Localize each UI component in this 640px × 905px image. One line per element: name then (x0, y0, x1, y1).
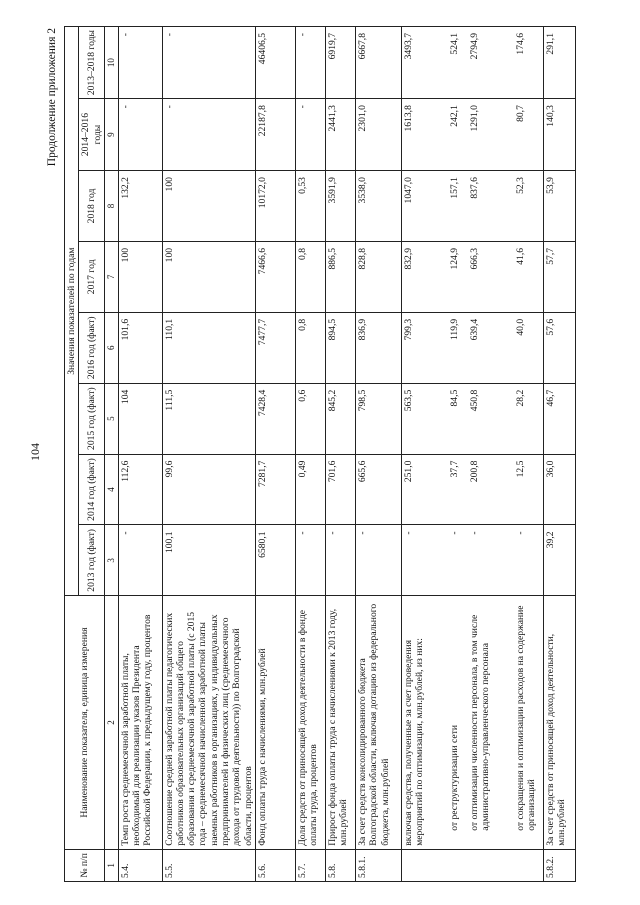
value-cell: 57,6 (544, 312, 576, 383)
value-cell: 104 (118, 383, 162, 454)
value-cell: 3538,0 (356, 171, 402, 242)
column-index-row (104, 27, 118, 882)
value-cell: 52,3 (514, 171, 544, 242)
header-year: 2018 год (79, 171, 105, 242)
value-cell: 1047,0 (402, 171, 448, 242)
value-cell: 832,9 (402, 241, 448, 312)
value-cell: 1291,0 (468, 99, 514, 171)
value-cell: - (514, 525, 544, 596)
value-cell: 132,2 (118, 171, 162, 242)
indicator-name: от сокращения и оптимизации расходов на содержание организаций (514, 596, 544, 849)
indicator-name: Доля средств от приносящей доход деятельности в фонде оплаты труда, процентов (296, 596, 326, 849)
column-index: 9 (104, 99, 118, 171)
header-year: 2015 год (факт) (79, 383, 105, 454)
value-cell: 0,8 (296, 241, 326, 312)
header-year: 2013–2018 годы (79, 27, 105, 99)
value-cell: 665,6 (356, 454, 402, 525)
indicator-name: включая средства, полученные за счет проведения мероприятий по оптимизации, млн.рублей, из них: (402, 596, 448, 849)
value-cell: 0,8 (296, 312, 326, 383)
value-cell: 6667,8 (356, 27, 402, 99)
value-cell: 666,3 (468, 241, 514, 312)
table-row (356, 27, 402, 882)
column-index: 8 (104, 171, 118, 242)
value-cell: 140,3 (544, 99, 576, 171)
value-cell: 41,6 (514, 241, 544, 312)
value-cell: 7281,7 (256, 454, 296, 525)
value-cell: 2794,9 (468, 27, 514, 99)
table-row (326, 27, 356, 882)
column-index: 5 (104, 383, 118, 454)
value-cell: 157,1 (448, 171, 468, 242)
header-row-1 (65, 27, 79, 882)
value-cell: 200,8 (468, 454, 514, 525)
table-row (448, 27, 468, 882)
value-cell: 242,1 (448, 99, 468, 171)
indicator-name: Соотношение средней заработной платы педагогических работников образовательных организаций общего образования и среднемесячной заработной платы (с 2015 года – среднемесячной начисленной заработной платы наемных работников в организациях, у индивидуальных предпринимателей и физических лиц (среднемесячного дохода от трудовой деятельности)) по Волгоградской области, процентов (162, 596, 256, 849)
indicator-name: Прирост фонда оплаты труда с начислениями к 2013 году, млн.рублей (326, 596, 356, 849)
value-cell: 111,5 (162, 383, 256, 454)
row-number: 5.8. (326, 849, 356, 881)
table-row (544, 27, 576, 882)
value-cell: 84,5 (448, 383, 468, 454)
column-index: 3 (104, 525, 118, 596)
header-year: 2017 год (79, 241, 105, 312)
value-cell: 291,1 (544, 27, 576, 99)
value-cell: - (356, 525, 402, 596)
value-cell: - (296, 99, 326, 171)
table-row (256, 27, 296, 882)
value-cell: 799,3 (402, 312, 448, 383)
indicator-name: от оптимизации численности персонала, в том числе административно-управленческого персонала (468, 596, 514, 849)
value-cell: - (326, 525, 356, 596)
row-number (402, 849, 448, 881)
value-cell: 101,6 (118, 312, 162, 383)
value-cell: 112,6 (118, 454, 162, 525)
value-cell: 110,1 (162, 312, 256, 383)
value-cell: 119,9 (448, 312, 468, 383)
value-cell: 2441,3 (326, 99, 356, 171)
value-cell: - (468, 525, 514, 596)
header-year: 2014 год (факт) (79, 454, 105, 525)
value-cell: 701,6 (326, 454, 356, 525)
value-cell: 7428,4 (256, 383, 296, 454)
value-cell: 894,5 (326, 312, 356, 383)
value-cell: - (296, 525, 326, 596)
row-number: 5.6. (256, 849, 296, 881)
header-group: Значения показателей по годам (65, 27, 79, 596)
table-body (118, 27, 576, 882)
row-number (448, 849, 468, 881)
value-cell: 7466,6 (256, 241, 296, 312)
indicator-name: от реструктуризации сети (448, 596, 468, 849)
column-index: 10 (104, 27, 118, 99)
indicator-name: Фонд оплаты труда с начислениями, млн.рублей (256, 596, 296, 849)
value-cell: 845,2 (326, 383, 356, 454)
rotated-content (20, 22, 620, 882)
indicator-name: Темп роста среднемесячной заработной платы, необходимый для реализации указов Президента Российской Федерации, к предыдущему году, процентов (118, 596, 162, 849)
value-cell: 6919,7 (326, 27, 356, 99)
value-cell: 836,9 (356, 312, 402, 383)
value-cell: 46406,5 (256, 27, 296, 99)
continuation-label: Продолжение приложения 2 (46, 28, 58, 167)
value-cell: 563,5 (402, 383, 448, 454)
table-row (162, 27, 256, 882)
value-cell: 28,2 (514, 383, 544, 454)
value-cell: 6580,1 (256, 525, 296, 596)
row-number: 5.8.2. (544, 849, 576, 881)
table-row (514, 27, 544, 882)
value-cell: 99,6 (162, 454, 256, 525)
value-cell: - (162, 99, 256, 171)
value-cell: - (118, 525, 162, 596)
value-cell: 10172,0 (256, 171, 296, 242)
table-row (296, 27, 326, 882)
value-cell: 124,9 (448, 241, 468, 312)
value-cell: 100 (118, 241, 162, 312)
row-number (468, 849, 514, 881)
value-cell: - (118, 99, 162, 171)
value-cell: 837,6 (468, 171, 514, 242)
value-cell: 886,5 (326, 241, 356, 312)
value-cell: 639,4 (468, 312, 514, 383)
value-cell: 37,7 (448, 454, 468, 525)
table-row (468, 27, 514, 882)
value-cell: 0,49 (296, 454, 326, 525)
value-cell: 7477,7 (256, 312, 296, 383)
value-cell: 57,7 (544, 241, 576, 312)
table-row (118, 27, 162, 882)
value-cell: 46,7 (544, 383, 576, 454)
value-cell: 100 (162, 171, 256, 242)
value-cell: 53,9 (544, 171, 576, 242)
header-year: 2016 год (факт) (79, 312, 105, 383)
value-cell: - (162, 27, 256, 99)
value-cell: 798,5 (356, 383, 402, 454)
page-number: 104 (28, 443, 42, 461)
row-number: 5.8.1. (356, 849, 402, 881)
value-cell: 524,1 (448, 27, 468, 99)
row-number (514, 849, 544, 881)
column-index: 1 (104, 849, 118, 881)
value-cell: - (296, 27, 326, 99)
header-year: 2014–2016 годы (79, 99, 105, 171)
value-cell: 39,2 (544, 525, 576, 596)
column-index: 7 (104, 241, 118, 312)
value-cell: 1613,8 (402, 99, 448, 171)
value-cell: 80,7 (514, 99, 544, 171)
value-cell: - (402, 525, 448, 596)
row-number: 5.5. (162, 849, 256, 881)
value-cell: 251,0 (402, 454, 448, 525)
value-cell: 828,8 (356, 241, 402, 312)
value-cell: 22187,8 (256, 99, 296, 171)
value-cell: 0,6 (296, 383, 326, 454)
header-year: 2013 год (факт) (79, 525, 105, 596)
header-no: № п/п (65, 849, 105, 881)
column-index: 2 (104, 596, 118, 849)
header-name: Наименование показателя, единица измерения (65, 596, 105, 849)
value-cell: 174,6 (514, 27, 544, 99)
row-number: 5.4. (118, 849, 162, 881)
row-number: 5.7. (296, 849, 326, 881)
indicator-name: За счет средств от приносящей доход деятельности, млн.рублей (544, 596, 576, 849)
value-cell: 100,1 (162, 525, 256, 596)
column-index: 6 (104, 312, 118, 383)
value-cell: 100 (162, 241, 256, 312)
value-cell: 3591,9 (326, 171, 356, 242)
table-row (402, 27, 448, 882)
value-cell: 3493,7 (402, 27, 448, 99)
value-cell: 40,0 (514, 312, 544, 383)
value-cell: - (118, 27, 162, 99)
value-cell: 36,0 (544, 454, 576, 525)
indicators-table (64, 26, 576, 882)
value-cell: 12,5 (514, 454, 544, 525)
value-cell: 450,8 (468, 383, 514, 454)
value-cell: 0,53 (296, 171, 326, 242)
value-cell: 2301,0 (356, 99, 402, 171)
indicator-name: За счет средств консолидированного бюджета Волгоградской области, включая дотацию из федерального бюджета, млн.рублей (356, 596, 402, 849)
column-index: 4 (104, 454, 118, 525)
value-cell: - (448, 525, 468, 596)
